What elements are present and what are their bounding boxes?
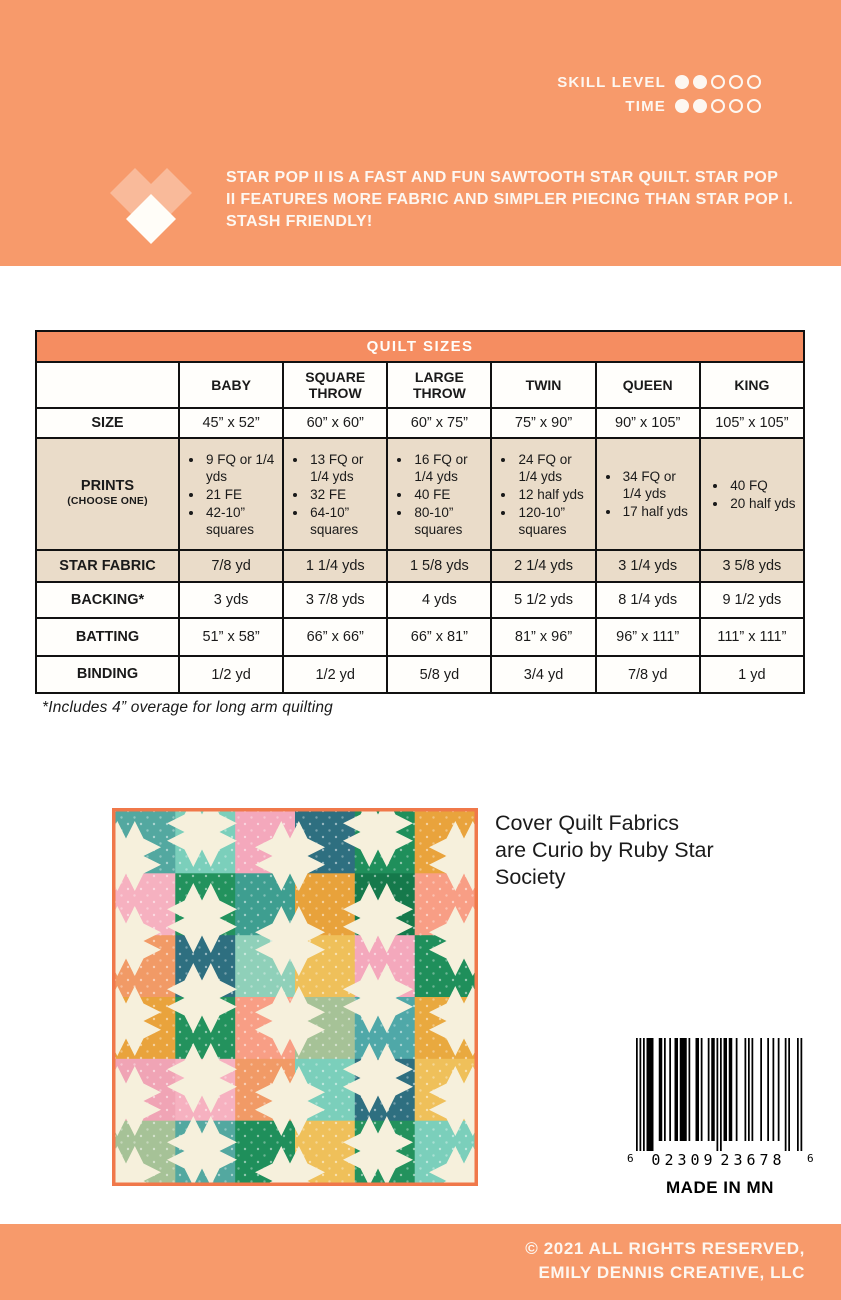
value-cell: 66” x 81” — [387, 618, 491, 656]
prints-item: • 13 FQ or 1/4 yds — [308, 451, 382, 485]
barcode-bar — [680, 1038, 687, 1141]
quilt-cover-image — [112, 808, 478, 1186]
value-cell: 111” x 111” — [700, 618, 804, 656]
prints-cell — [283, 438, 387, 550]
row-sublabel: (CHOOSE ONE) — [67, 495, 148, 507]
prints-list — [392, 450, 486, 539]
prints-item: • 16 FQ or 1/4 yds — [412, 451, 486, 485]
barcode-bar — [752, 1038, 754, 1141]
cover-fabrics-note — [495, 810, 775, 891]
time-row — [557, 96, 761, 116]
rating-dot-filled — [693, 99, 707, 113]
value-cell: 105” x 105” — [700, 408, 804, 438]
barcode-graphic — [622, 1038, 818, 1170]
prints-cell — [700, 438, 804, 550]
text-line: Society — [495, 865, 566, 889]
barcode-bar — [773, 1038, 775, 1141]
table-title: QUILT SIZES — [36, 331, 804, 362]
barcode-bar — [760, 1038, 762, 1141]
barcode-bar — [708, 1038, 710, 1141]
barcode-bar — [801, 1038, 803, 1151]
barcode-bar — [767, 1038, 769, 1141]
row-label: BACKING* — [70, 591, 145, 608]
row-label-cell — [36, 618, 179, 656]
skill-level-dots — [675, 75, 761, 89]
value-cell: 7/8 yd — [596, 656, 700, 693]
barcode-group1: 02309 — [651, 1151, 717, 1169]
column-header: LARGE THROW — [387, 362, 491, 408]
barcode-block — [622, 1038, 818, 1198]
prints-cell — [387, 438, 491, 550]
ratings — [557, 72, 761, 120]
barcode-bar — [729, 1038, 733, 1141]
prints-list — [288, 450, 382, 539]
value-cell: 81” x 96” — [491, 618, 595, 656]
barcode — [622, 1038, 818, 1175]
value-cell: 8 1/4 yds — [596, 582, 700, 618]
barcode-bar — [720, 1038, 722, 1151]
value-cell: 1/2 yd — [179, 656, 283, 693]
barcode-bar — [647, 1038, 654, 1151]
value-cell: 60” x 60” — [283, 408, 387, 438]
prints-item: • 80-10” squares — [412, 504, 486, 538]
text-line: are Curio by Ruby Star — [495, 838, 714, 862]
column-header: BABY — [179, 362, 283, 408]
row-label-cell — [36, 408, 179, 438]
table-header-row — [36, 362, 804, 408]
table-row — [36, 618, 804, 656]
barcode-bar — [659, 1038, 663, 1141]
time-label: TIME — [625, 97, 666, 115]
row-label-cell — [36, 582, 179, 618]
rating-dot-filled — [693, 75, 707, 89]
prints-cell — [491, 438, 595, 550]
row-label: STAR FABRIC — [59, 557, 156, 574]
footnote: *Includes 4” overage for long arm quilting — [42, 699, 334, 716]
value-cell: 3 1/4 yds — [596, 550, 700, 582]
value-cell: 90” x 105” — [596, 408, 700, 438]
value-cell: 1 yd — [700, 656, 804, 693]
table-row — [36, 656, 804, 693]
text-line: II FEATURES MORE FABRIC AND SIMPLER PIECING THAN STAR POP I. — [226, 191, 794, 208]
barcode-bar — [701, 1038, 703, 1141]
value-cell: 3 7/8 yds — [283, 582, 387, 618]
barcode-bar — [717, 1038, 719, 1151]
value-cell: 51” x 58” — [179, 618, 283, 656]
barcode-bar — [736, 1038, 738, 1141]
value-cell: 7/8 yd — [179, 550, 283, 582]
value-cell: 3 5/8 yds — [700, 550, 804, 582]
prints-item: • 12 half yds — [516, 486, 590, 503]
value-cell: 5/8 yd — [387, 656, 491, 693]
text-line: Cover Quilt Fabrics — [495, 811, 679, 835]
prints-item: • 32 FE — [308, 486, 382, 503]
barcode-bar — [711, 1038, 715, 1141]
barcode-bar — [689, 1038, 691, 1141]
table-row — [36, 550, 804, 582]
barcode-bar — [669, 1038, 671, 1141]
prints-item: • 120-10” squares — [516, 504, 590, 538]
prints-list — [708, 476, 795, 513]
prints-cell — [596, 438, 700, 550]
row-label-cell — [36, 550, 179, 582]
barcode-left-digit: 6 — [627, 1152, 634, 1165]
prints-item: • 9 FQ or 1/4 yds — [204, 451, 278, 485]
column-header: QUEEN — [596, 362, 700, 408]
barcode-bar — [675, 1038, 679, 1141]
rating-dot-empty — [711, 75, 725, 89]
barcode-bar — [664, 1038, 666, 1141]
value-cell: 96” x 111” — [596, 618, 700, 656]
table-row — [36, 408, 804, 438]
quilt-sizes-table — [35, 330, 805, 694]
prints-item: • 42-10” squares — [204, 504, 278, 538]
value-cell: 75” x 90” — [491, 408, 595, 438]
barcode-bar — [643, 1038, 645, 1151]
rating-dot-empty — [747, 75, 761, 89]
row-label: PRINTS — [80, 478, 135, 494]
skill-level-label: SKILL LEVEL — [557, 73, 666, 91]
text-line: EMILY DENNIS CREATIVE, LLC — [538, 1263, 805, 1282]
intro-text — [226, 167, 806, 233]
barcode-bar — [785, 1038, 787, 1151]
barcode-bar — [696, 1038, 700, 1141]
prints-item: • 20 half yds — [728, 495, 795, 512]
barcode-bar — [745, 1038, 747, 1141]
prints-item: • 34 FQ or 1/4 yds — [621, 468, 695, 502]
value-cell: 45” x 52” — [179, 408, 283, 438]
value-cell: 9 1/2 yds — [700, 582, 804, 618]
row-label-cell — [36, 438, 179, 550]
corner-cell — [36, 362, 179, 408]
rating-dot-empty — [729, 99, 743, 113]
value-cell: 1 5/8 yds — [387, 550, 491, 582]
prints-item: • 24 FQ or 1/4 yds — [516, 451, 590, 485]
table-row — [36, 438, 804, 550]
barcode-bar — [640, 1038, 642, 1151]
value-cell: 5 1/2 yds — [491, 582, 595, 618]
prints-list — [184, 450, 278, 539]
text-line: STAR POP II IS A FAST AND FUN SAWTOOTH STAR QUILT. STAR POP — [226, 169, 779, 186]
column-header: TWIN — [491, 362, 595, 408]
table-title-row — [36, 331, 804, 362]
rating-dot-filled — [675, 99, 689, 113]
made-in-label: MADE IN MN — [666, 1178, 774, 1197]
prints-list — [496, 450, 590, 539]
value-cell: 3 yds — [179, 582, 283, 618]
text-line: STASH FRIENDLY! — [226, 213, 373, 230]
time-dots — [675, 99, 761, 113]
prints-item: • 40 FQ — [728, 477, 795, 494]
rating-dot-empty — [729, 75, 743, 89]
barcode-group2: 23678 — [720, 1151, 786, 1169]
table-row — [36, 582, 804, 618]
prints-list — [601, 467, 695, 521]
value-cell: 66” x 66” — [283, 618, 387, 656]
value-cell: 4 yds — [387, 582, 491, 618]
prints-cell — [179, 438, 283, 550]
value-cell: 1/2 yd — [283, 656, 387, 693]
row-label: BATTING — [75, 628, 140, 645]
rating-dot-filled — [675, 75, 689, 89]
barcode-bar — [636, 1038, 638, 1151]
barcode-bar — [778, 1038, 780, 1141]
barcode-right-digit: 6 — [807, 1152, 814, 1165]
row-label: SIZE — [91, 414, 124, 431]
prints-item: • 40 FE — [412, 486, 486, 503]
column-header: SQUARE THROW — [283, 362, 387, 408]
barcode-bar — [724, 1038, 728, 1141]
rating-dot-empty — [711, 99, 725, 113]
row-label-cell — [36, 656, 179, 693]
quilt-sizes-table-wrap — [35, 330, 805, 694]
value-cell: 3/4 yd — [491, 656, 595, 693]
barcode-bar — [788, 1038, 790, 1151]
heart-logo — [110, 168, 194, 244]
rating-dot-empty — [747, 99, 761, 113]
text-line: © 2021 ALL RIGHTS RESERVED, — [525, 1239, 805, 1258]
column-header: KING — [700, 362, 804, 408]
value-cell: 1 1/4 yds — [283, 550, 387, 582]
footer-banner — [0, 1224, 841, 1300]
value-cell: 60” x 75” — [387, 408, 491, 438]
row-label: BINDING — [76, 666, 139, 682]
quilt-graphic — [112, 808, 478, 1186]
prints-item: • 17 half yds — [621, 503, 695, 520]
skill-level-row — [557, 72, 761, 92]
prints-item: • 21 FE — [204, 486, 278, 503]
barcode-bar — [797, 1038, 799, 1151]
barcode-bar — [748, 1038, 750, 1141]
prints-item: • 64-10” squares — [308, 504, 382, 538]
value-cell: 2 1/4 yds — [491, 550, 595, 582]
